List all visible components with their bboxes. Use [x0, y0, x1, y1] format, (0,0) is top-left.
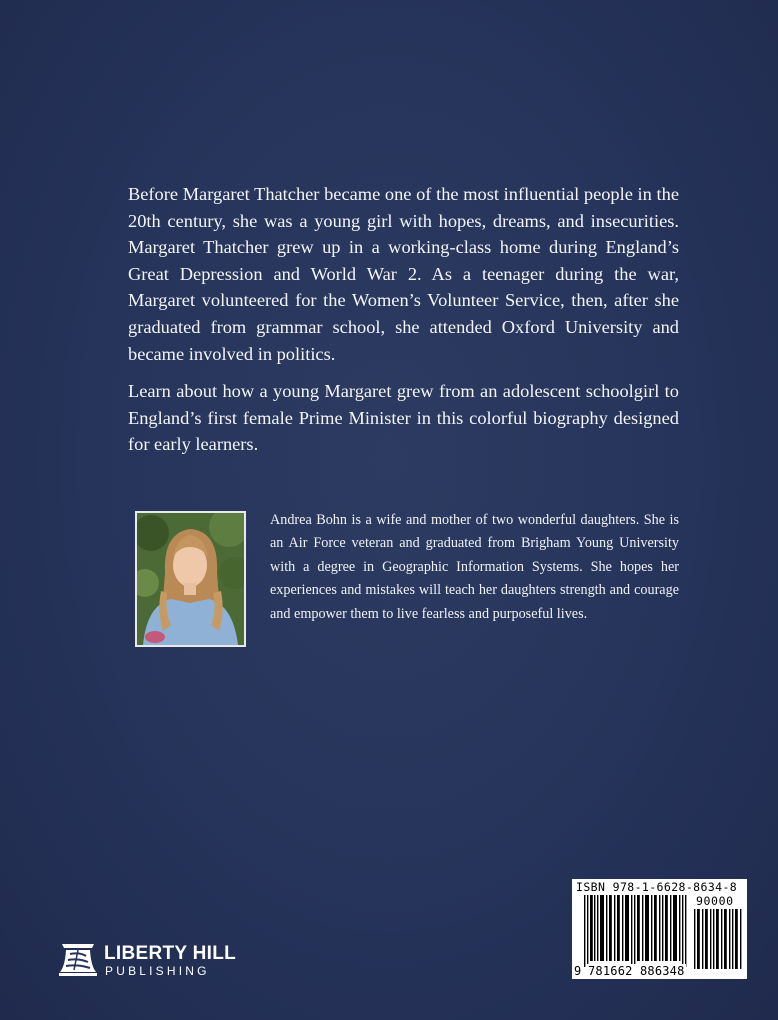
ean-digits: 781662 886348: [588, 964, 685, 978]
author-bio: Andrea Bohn is a wife and mother of two wonderful daughters. She is an Air Force veteran and graduated from Brigham Young University with a degree in Geographic Information Systems. She hopes her experiences and mistakes will teach her daughters strength and courage and empower them to live fearless and purposeful lives.: [270, 512, 679, 622]
publisher-subname: PUBLISHING: [105, 964, 210, 978]
isbn-label: ISBN 978-1-6628-8634-8: [576, 880, 738, 894]
barcode-addon-number: 90000: [696, 894, 734, 908]
liberty-bell-icon: [56, 936, 100, 980]
publisher-logo: [56, 936, 256, 982]
author-photo: [135, 511, 246, 647]
author-portrait-image: [137, 513, 244, 645]
blurb-paragraph-1: Before Margaret Thatcher became one of the most influential people in the 20th century, she was a young girl with hopes, dreams, and insecurities. Margaret Thatcher grew up in a working-class home during England’s Great Depression and World War 2. As a teenager during the war, Margaret volunteered for the Women’s Volunteer Service, then, after she graduated from grammar school, she attended Oxford University and became involved in politics.: [128, 184, 679, 364]
publisher-name: LIBERTY HILL: [104, 943, 237, 964]
isbn-barcode: [572, 879, 747, 979]
ean-first-digit: 9: [574, 964, 582, 978]
addon-barcode-bars: [694, 909, 744, 969]
blurb-paragraph-2: Learn about how a young Margaret grew from an adolescent schoolgirl to England’s first female Prime Minister in this colorful biography designed for early learners.: [128, 381, 679, 455]
ean-barcode-bars: [584, 895, 687, 967]
